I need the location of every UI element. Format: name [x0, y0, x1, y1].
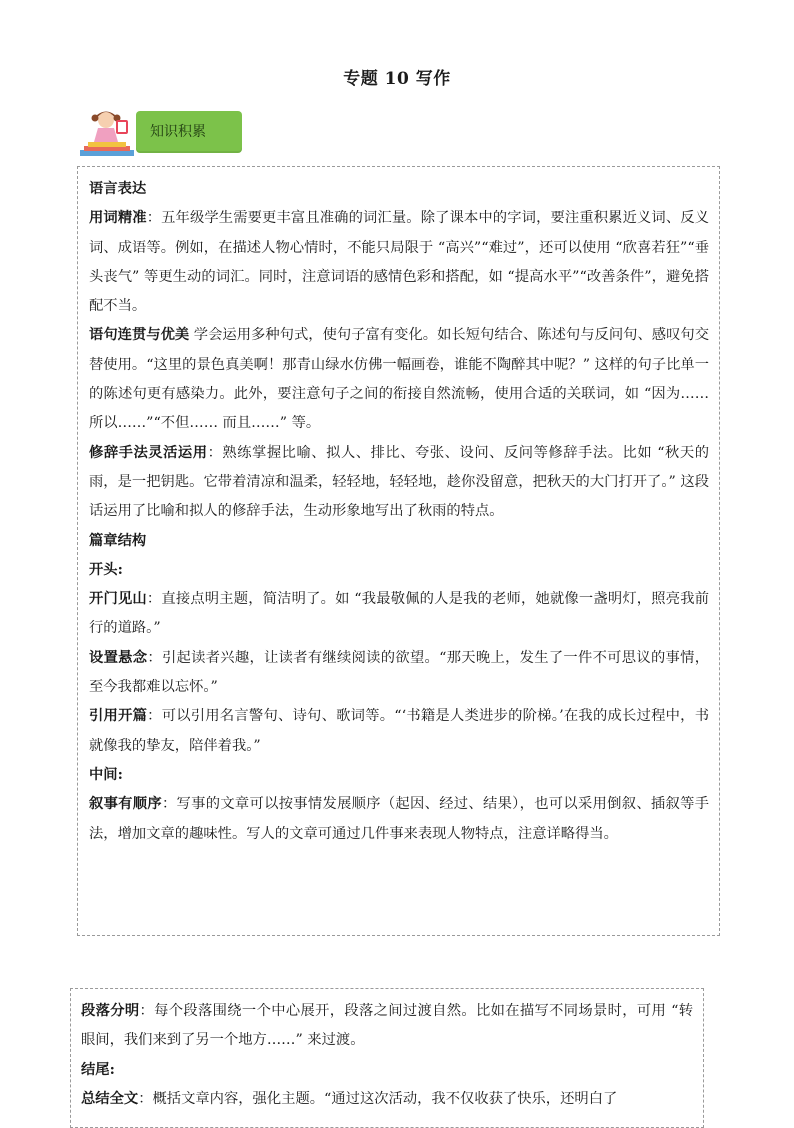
- paragraph-clear-paragraphs: 段落分明：每个段落围绕一个中心展开，段落之间过渡自然。比如在描写不同场景时，可用 “转眼间，我们来到了另一个地方……” 来过渡。: [81, 1003, 694, 1049]
- page-title: 专题 10 写作: [343, 69, 451, 89]
- paragraph-rhetoric: 修辞手法灵活运用：熟练掌握比喻、拟人、排比、夸张、设问、反问等修辞手法。比如 “秋天的雨，是一把钥匙。它带着清凉和温柔，轻轻地，轻轻地，趁你没留意，把秋天的大门打开了。” 这段话运用了比喻和拟人的修辞手法，生动形象地写出了秋雨的特点。: [89, 444, 709, 520]
- paragraph-word-choice: 用词精准：五年级学生需要更丰富且准确的词汇量。除了课本中的字词，要注重积累近义词、反义词、成语等。例如，在描述人物心情时，不能只局限于 “高兴”“难过”，还可以使用 “欣喜若狂”“垂头丧气” 等更生动的词汇。同时，注意词语的感情色彩和搭配，如 “提高水平”“改善条件”，避免搭配不当。: [89, 210, 709, 315]
- paragraph-quotation: 引用开篇：可以引用名言警句、诗句、歌词等。“‘书籍是人类进步的阶梯。’在我的成长过程中，书就像我的挚友，陪伴着我。”: [89, 708, 710, 754]
- subheading-opening: 开头:: [89, 561, 123, 578]
- reading-girl-icon: [78, 106, 138, 158]
- content-box-continued: [70, 988, 704, 1128]
- subheading-middle: 中间:: [89, 766, 123, 783]
- section-badge-label: 知识积累: [136, 111, 242, 153]
- paragraph-summary: 总结全文：概括文章内容，强化主题。“通过这次活动，我不仅收获了快乐，还明白了: [81, 1090, 618, 1107]
- paragraph-direct-opening: 开门见山：直接点明主题，简洁明了。如 “我最敬佩的人是我的老师，她就像一盏明灯，照亮我前行的道路。”: [89, 591, 709, 637]
- section-heading-language: 语言表达: [89, 181, 147, 197]
- section-badge: [78, 106, 248, 158]
- paragraph-narrative-order: 叙事有顺序：写事的文章可以按事情发展顺序（起因、经过、结果），也可以采用倒叙、插叙等手法，增加文章的趣味性。写人的文章可通过几件事来表现人物特点，注意详略得当。: [89, 796, 709, 842]
- section-heading-structure: 篇章结构: [89, 532, 147, 549]
- paragraph-coherence: 语句连贯与优美 学会运用多种句式，使句子富有变化。如长短句结合、陈述句与反问句、感叹句交替使用。“这里的景色真美啊！那青山绿水仿佛一幅画卷，谁能不陶醉其中呢？” 这样的句子比单一的陈述句更有感染力。此外，要注意句子之间的衔接自然流畅，使用合适的关联词，如 “因为…… 所以……”“不但…… 而且……” 等。: [89, 327, 710, 432]
- content-box-main: [77, 166, 720, 936]
- subheading-ending: 结尾:: [81, 1061, 115, 1078]
- paragraph-suspense: 设置悬念：引起读者兴趣，让读者有继续阅读的欲望。“那天晚上，发生了一件不可思议的事情，至今我都难以忘怀。”: [89, 649, 710, 696]
